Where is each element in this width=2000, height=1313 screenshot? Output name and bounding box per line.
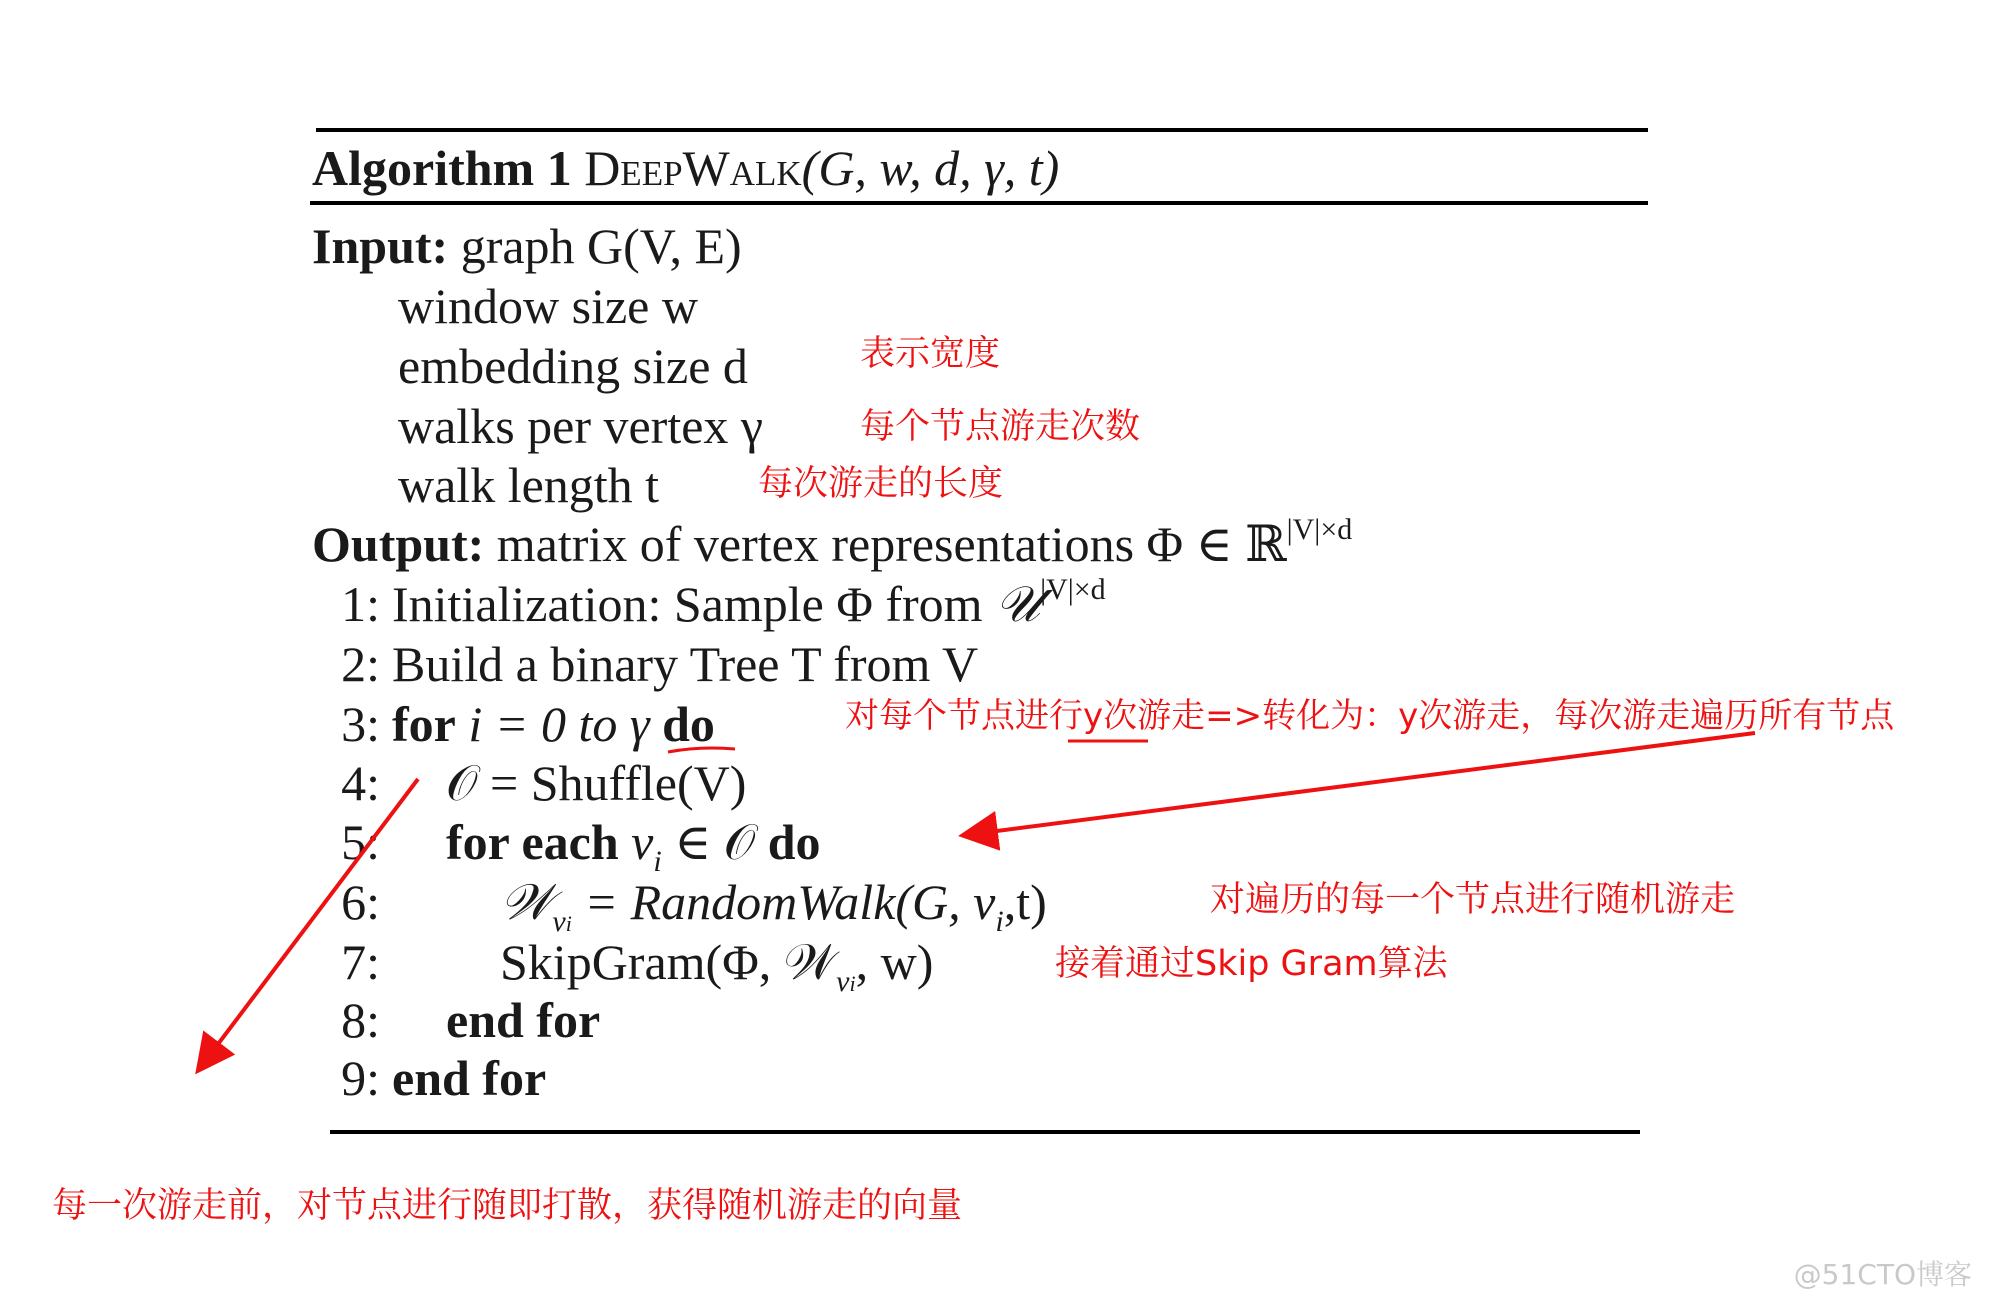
arrow-to-bottom-note: [200, 779, 418, 1068]
annotation-step7: 接着通过Skip Gram算法: [1055, 944, 1448, 984]
step-number: 3:: [341, 696, 380, 752]
annotation-step6: 对遍历的每一个节点进行随机游走: [1210, 880, 1736, 920]
step-cal: 𝒲: [500, 873, 553, 931]
step-number: 7:: [341, 934, 380, 990]
input-walk-length: walk length t: [398, 457, 660, 513]
step-text: i = 0 to γ: [468, 696, 650, 752]
watermark: @51CTO博客: [1793, 1258, 1972, 1291]
output-label: Output:: [312, 516, 485, 572]
step-sub: vi: [552, 905, 572, 938]
arrow-to-step5: [966, 733, 1755, 835]
algorithm-params: (G, w, d, γ, t): [801, 140, 1060, 196]
step-text: SkipGram(Φ, 𝒲: [500, 934, 837, 990]
annotation-embedding-size: 表示宽度: [860, 334, 1001, 374]
input-label: Input:: [312, 218, 449, 274]
gamma-underline: [668, 748, 735, 752]
annotation-bottom: 每一次游走前，对节点进行随即打散，获得随机游走的向量: [52, 1186, 963, 1226]
step-number: 6:: [341, 874, 380, 930]
step-text: Initialization: Sample Φ from: [392, 576, 996, 632]
output-sup: |V|×d: [1286, 513, 1353, 546]
input-graph: graph G(V, E): [460, 218, 742, 274]
annotation-walk-length: 每次游走的长度: [758, 464, 1004, 504]
step-keyword: do: [767, 814, 821, 870]
step-number: 9:: [341, 1050, 380, 1106]
step-keyword: do: [662, 696, 715, 752]
algorithm-label: Algorithm 1: [312, 140, 572, 196]
step-sub: i: [653, 845, 662, 878]
step-text: = RandomWalk(G, v: [571, 874, 996, 930]
step-sup: |V|×d: [1040, 573, 1106, 606]
input-walks-per-vertex: walks per vertex γ: [398, 398, 764, 454]
step-sub: i: [995, 905, 1004, 938]
input-window-size: window size w: [398, 278, 698, 334]
step-number: 5:: [341, 814, 380, 870]
step-text: ∈ 𝒪: [661, 814, 756, 870]
algorithm-name: DeepWalk: [584, 140, 802, 196]
step-cal: 𝒰: [995, 575, 1041, 633]
step-number: 2:: [341, 636, 380, 692]
step-keyword: for: [392, 696, 456, 752]
step-keyword: for each: [446, 814, 619, 870]
step-number: 1:: [341, 576, 380, 632]
annotation-walks-per-vertex: 每个节点游走次数: [860, 407, 1141, 447]
step-keyword: end for: [446, 992, 601, 1048]
step-tail: ,t): [1003, 874, 1047, 930]
step-text: Build a binary Tree T from V: [392, 636, 979, 692]
step-number: 4:: [341, 755, 380, 811]
step-keyword: end for: [392, 1050, 547, 1106]
step-text: 𝒪 = Shuffle(V): [446, 755, 747, 811]
input-embedding-size: embedding size d: [398, 338, 748, 394]
step-sub: vi: [836, 965, 856, 998]
step-number: 8:: [341, 992, 380, 1048]
output-text: matrix of vertex representations Φ ∈ ℝ: [496, 516, 1287, 572]
step-var: v: [631, 814, 654, 870]
annotation-step3: 对每个节点进行y次游走=>转化为：y次游走，每次游走遍历所有节点: [845, 696, 1895, 736]
step-tail: , w): [855, 934, 934, 990]
